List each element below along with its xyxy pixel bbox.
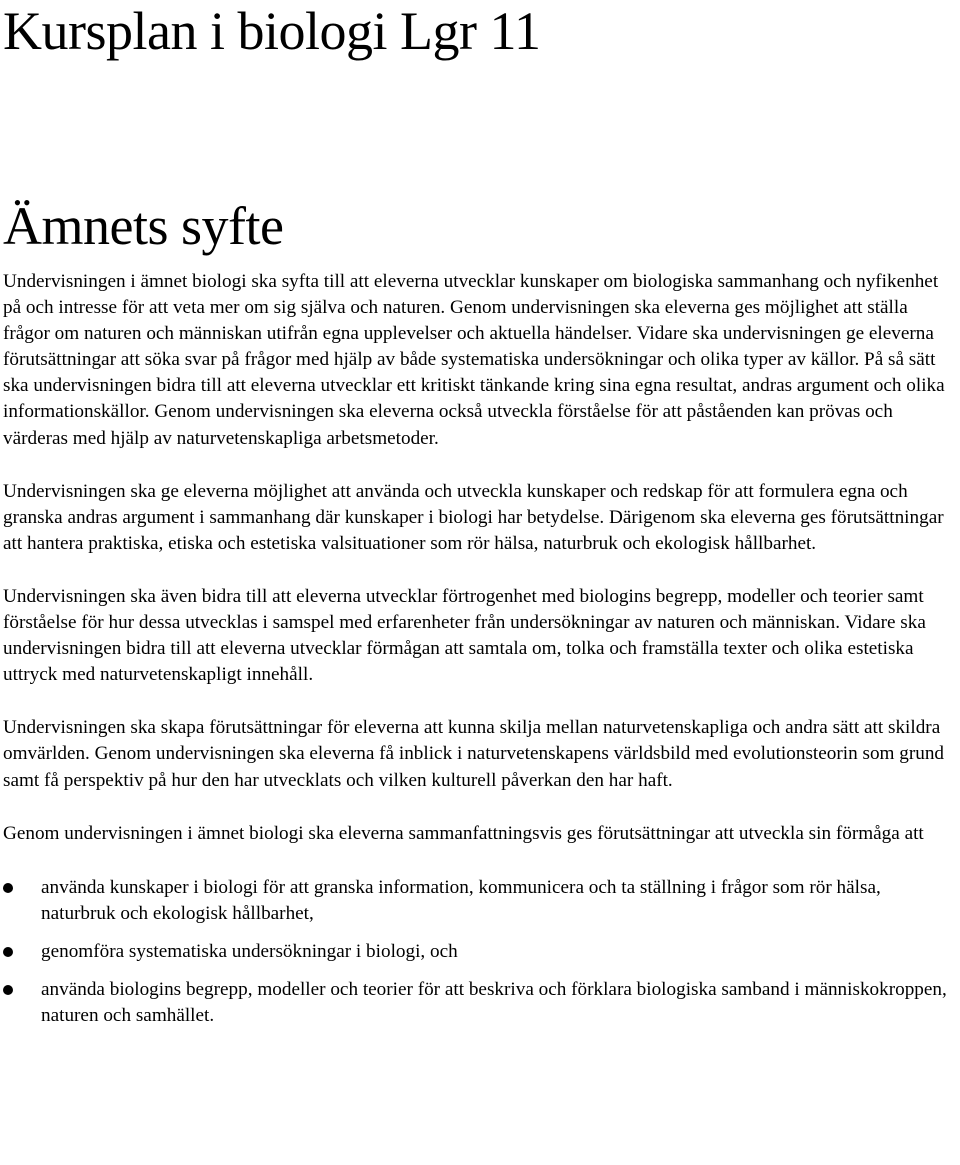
list-item <box>3 977 955 1029</box>
ability-list <box>3 875 955 1029</box>
bullet-icon <box>3 947 13 957</box>
list-item-text: använda kunskaper i biologi för att granska information, kommunicera och ta ställning i frågor som rör hälsa, naturbruk och ekologisk hållbarhet, <box>41 876 881 924</box>
bullet-icon <box>3 883 13 893</box>
paragraph-summary: Genom undervisningen i ämnet biologi ska eleverna sammanfattningsvis ges förutsättningar att utveckla sin förmåga att <box>3 822 924 844</box>
list-item-text: använda biologins begrepp, modeller och teorier för att beskriva och förklara biologiska samband i människokroppen, naturen och samhället. <box>41 978 947 1027</box>
list-item <box>3 875 955 927</box>
document-page <box>3 0 955 1041</box>
section-title: Ämnets syfte <box>3 196 284 256</box>
list-item-text: genomföra systematiska undersökningar i biologi, och <box>41 940 458 962</box>
paragraph-purpose: Undervisningen i ämnet biologi ska syfta till att eleverna utvecklar kunskaper om biologiska sammanhang och nyfikenhet på och intresse för att veta mer om sig själva och naturen. Genom undervisningen ska eleverna ges möjlighet att ställa frågor om naturen och människan utifrån egna upplevelser och aktuella händelser. Vidare ska undervisningen ge eleverna förutsättningar att söka svar på frågor med hjälp av både systematiska undersökningar och olika typer av källor. På så sätt ska undervisningen bidra till att eleverna utvecklar ett kritiskt tänkande kring sina egna resultat, andras argument och olika informationskällor. Genom undervisningen ska eleverna också utveckla förståelse för att påståenden kan prövas och värderas med hjälp av naturvetenskapliga arbetsmetoder. <box>3 271 945 449</box>
list-item <box>3 939 955 965</box>
document-title: Kursplan i biologi Lgr 11 <box>3 1 541 61</box>
paragraph-concepts: Undervisningen ska även bidra till att eleverna utvecklar förtrogenhet med biologins begrepp, modeller och teorier samt förståelse för hur dessa utvecklas i samspel med erfarenheter från undersökningar av naturen och människan. Vidare ska undervisningen bidra till att eleverna utvecklar förmågan att samtala om, tolka och framställa texter och olika estetiska uttryck med naturvetenskapligt innehåll. <box>3 585 926 686</box>
bullet-icon <box>3 985 13 995</box>
paragraph-arguments: Undervisningen ska ge eleverna möjlighet att använda och utveckla kunskaper och redskap för att formulera egna och granska andras argument i sammanhang där kunskaper i biologi har betydelse. Därigenom ska eleverna ges förutsättningar att hantera praktiska, etiska och estetiska valsituationer som rör hälsa, naturbruk och ekologisk hållbarhet. <box>3 480 944 554</box>
paragraph-worldview: Undervisningen ska skapa förutsättningar för eleverna att kunna skilja mellan naturvetenskapliga och andra sätt att skildra omvärlden. Genom undervisningen ska eleverna få inblick i naturvetenskapens världsbild med evolutionsteorin som grund samt få perspektiv på hur den har utvecklats och vilken kulturell påverkan den har haft. <box>3 717 945 791</box>
